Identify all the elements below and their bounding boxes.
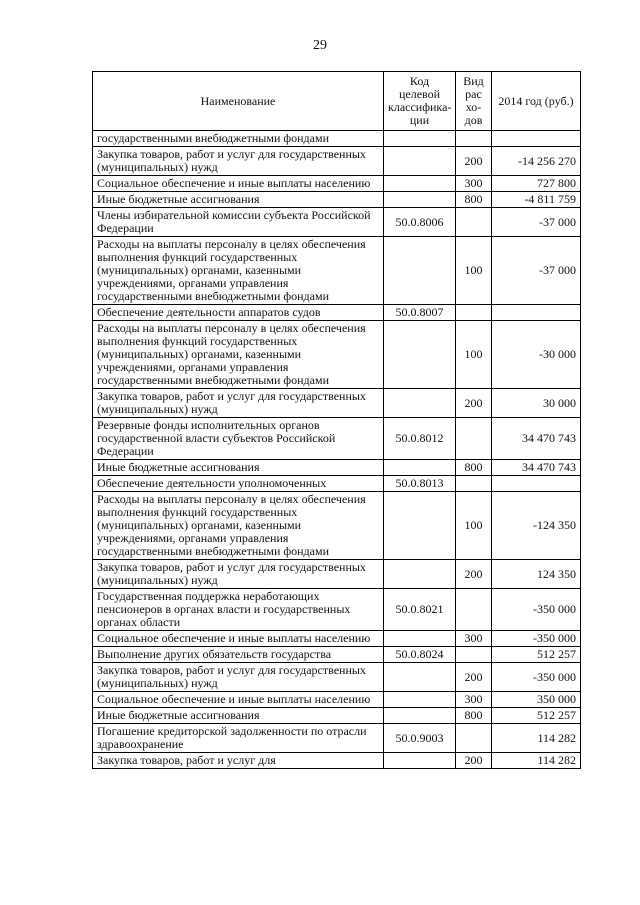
code-cell: 50.0.8021 — [384, 589, 456, 631]
vid-cell: 200 — [456, 560, 492, 589]
amount-cell: -14 256 270 — [492, 147, 581, 176]
vid-cell: 200 — [456, 389, 492, 418]
amount-cell: 727 800 — [492, 176, 581, 192]
amount-cell: -350 000 — [492, 589, 581, 631]
table-row — [93, 589, 581, 631]
table-row — [93, 492, 581, 560]
code-cell — [384, 131, 456, 147]
vid-cell: 300 — [456, 692, 492, 708]
name-cell: Расходы на выплаты персоналу в целях обеспечения выполнения функций государственных (муниципальных) органами, казенными учреждениями, органами управления государственными внебюджетными фондами — [93, 237, 384, 305]
name-cell: Иные бюджетные ассигнования — [93, 192, 384, 208]
amount-cell: 124 350 — [492, 560, 581, 589]
vid-cell: 800 — [456, 708, 492, 724]
table-row — [93, 647, 581, 663]
vid-cell: 300 — [456, 631, 492, 647]
vid-cell — [456, 589, 492, 631]
name-cell: Погашение кредиторской задолженности по отрасли здравоохранение — [93, 724, 384, 753]
name-cell: Расходы на выплаты персоналу в целях обеспечения выполнения функций государственных (муниципальных) органами, казенными учреждениями, органами управления государственными внебюджетными фондами — [93, 492, 384, 560]
amount-cell: 512 257 — [492, 647, 581, 663]
table-row — [93, 692, 581, 708]
amount-cell — [492, 131, 581, 147]
name-cell: Закупка товаров, работ и услуг для государственных (муниципальных) нужд — [93, 663, 384, 692]
amount-cell: 34 470 743 — [492, 460, 581, 476]
amount-cell: 350 000 — [492, 692, 581, 708]
table-row — [93, 560, 581, 589]
name-cell: Обеспечение деятельности аппаратов судов — [93, 305, 384, 321]
vid-cell: 800 — [456, 192, 492, 208]
amount-cell: -4 811 759 — [492, 192, 581, 208]
code-cell — [384, 237, 456, 305]
code-cell — [384, 560, 456, 589]
code-cell: 50.0.8012 — [384, 418, 456, 460]
vid-cell — [456, 418, 492, 460]
amount-cell: -37 000 — [492, 208, 581, 237]
code-cell — [384, 176, 456, 192]
code-cell: 50.0.8013 — [384, 476, 456, 492]
table-row — [93, 147, 581, 176]
name-cell: Социальное обеспечение и иные выплаты населению — [93, 631, 384, 647]
budget-table — [92, 71, 581, 769]
table-row — [93, 389, 581, 418]
code-cell — [384, 631, 456, 647]
code-cell — [384, 708, 456, 724]
code-cell — [384, 692, 456, 708]
name-cell: Закупка товаров, работ и услуг для государственных (муниципальных) нужд — [93, 147, 384, 176]
amount-cell — [492, 305, 581, 321]
vid-cell — [456, 476, 492, 492]
amount-cell — [492, 476, 581, 492]
name-cell: Закупка товаров, работ и услуг для — [93, 753, 384, 769]
name-cell: Выполнение других обязательств государства — [93, 647, 384, 663]
code-cell — [384, 192, 456, 208]
table-row — [93, 192, 581, 208]
header-vid: Вид рас хо-дов — [456, 72, 492, 131]
table-row — [93, 460, 581, 476]
code-cell — [384, 389, 456, 418]
vid-cell: 100 — [456, 321, 492, 389]
vid-cell — [456, 724, 492, 753]
header-code: Код целевой классифика-ции — [384, 72, 456, 131]
table-row — [93, 724, 581, 753]
vid-cell — [456, 305, 492, 321]
code-cell: 50.0.8024 — [384, 647, 456, 663]
name-cell: Социальное обеспечение и иные выплаты населению — [93, 176, 384, 192]
vid-cell: 100 — [456, 237, 492, 305]
amount-cell: -350 000 — [492, 631, 581, 647]
vid-cell — [456, 647, 492, 663]
amount-cell: 114 282 — [492, 724, 581, 753]
amount-cell: 34 470 743 — [492, 418, 581, 460]
name-cell: государственными внебюджетными фондами — [93, 131, 384, 147]
vid-cell: 800 — [456, 460, 492, 476]
table-row — [93, 237, 581, 305]
amount-cell: 512 257 — [492, 708, 581, 724]
code-cell — [384, 460, 456, 476]
amount-cell: 30 000 — [492, 389, 581, 418]
table-row — [93, 305, 581, 321]
code-cell — [384, 663, 456, 692]
table-row — [93, 663, 581, 692]
amount-cell: 114 282 — [492, 753, 581, 769]
name-cell: Члены избирательной комиссии субъекта Российской Федерации — [93, 208, 384, 237]
amount-cell: -37 000 — [492, 237, 581, 305]
table-row — [93, 418, 581, 460]
table-header-row — [93, 72, 581, 131]
table-row — [93, 753, 581, 769]
name-cell: Закупка товаров, работ и услуг для государственных (муниципальных) нужд — [93, 389, 384, 418]
table-row — [93, 208, 581, 237]
amount-cell: -30 000 — [492, 321, 581, 389]
name-cell: Расходы на выплаты персоналу в целях обеспечения выполнения функций государственных (муниципальных) органами, казенными учреждениями, органами управления государственными внебюджетными фондами — [93, 321, 384, 389]
vid-cell: 200 — [456, 147, 492, 176]
vid-cell: 200 — [456, 753, 492, 769]
amount-cell: -124 350 — [492, 492, 581, 560]
code-cell — [384, 147, 456, 176]
name-cell: Резервные фонды исполнительных органов государственной власти субъектов Российской Федерации — [93, 418, 384, 460]
name-cell: Государственная поддержка неработающих пенсионеров в органах власти и государственных органах области — [93, 589, 384, 631]
header-name: Наименование — [93, 72, 384, 131]
amount-cell: -350 000 — [492, 663, 581, 692]
code-cell — [384, 321, 456, 389]
vid-cell: 300 — [456, 176, 492, 192]
table-row — [93, 176, 581, 192]
code-cell: 50.0.8006 — [384, 208, 456, 237]
table-row — [93, 321, 581, 389]
name-cell: Социальное обеспечение и иные выплаты населению — [93, 692, 384, 708]
name-cell: Иные бюджетные ассигнования — [93, 460, 384, 476]
vid-cell — [456, 131, 492, 147]
table-body — [93, 131, 581, 769]
table-row — [93, 131, 581, 147]
name-cell: Обеспечение деятельности уполномоченных — [93, 476, 384, 492]
name-cell: Иные бюджетные ассигнования — [93, 708, 384, 724]
table-row — [93, 708, 581, 724]
code-cell: 50.0.9003 — [384, 724, 456, 753]
table-row — [93, 631, 581, 647]
table-row — [93, 476, 581, 492]
vid-cell: 200 — [456, 663, 492, 692]
header-amount: 2014 год (руб.) — [492, 72, 581, 131]
name-cell: Закупка товаров, работ и услуг для государственных (муниципальных) нужд — [93, 560, 384, 589]
page-number: 29 — [313, 38, 327, 53]
code-cell: 50.0.8007 — [384, 305, 456, 321]
vid-cell: 100 — [456, 492, 492, 560]
vid-cell — [456, 208, 492, 237]
code-cell — [384, 492, 456, 560]
code-cell — [384, 753, 456, 769]
